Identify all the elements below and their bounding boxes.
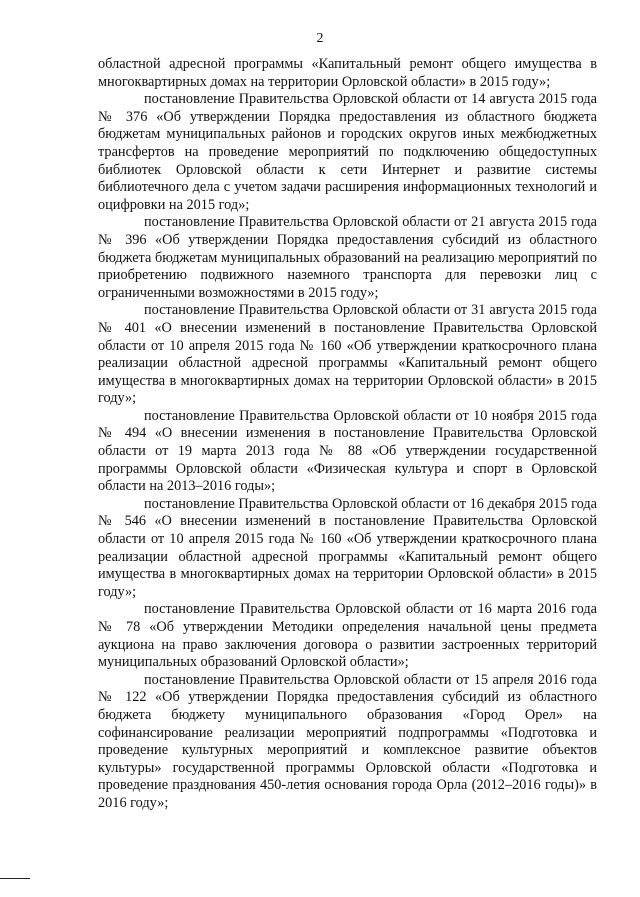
paragraph-resolution-78: постановление Правительства Орловской области от 16 марта 2016 года № 78 «Об утверждении Методики определения начальной цены предмета аукциона на право заключения договора о развитии застроенных территорий муниципальных образований Орловской области»; [98,601,597,671]
paragraph-resolution-401: постановление Правительства Орловской области от 31 августа 2015 года № 401 «О внесении изменений в постановление Правительства Орловской области от 10 апреля 2015 года № 160 «Об утверждении краткосрочного плана реализации областной адресной программы «Капитальный ремонт общего имущества в многоквартирных домах на территории Орловской области» в 2015 году»; [98,302,597,407]
paragraph-resolution-376: постановление Правительства Орловской области от 14 августа 2015 года № 376 «Об утверждении Порядка предоставления из областного бюджета бюджетам муниципальных районов и городских округов иных межбюджетных трансфертов на проведение мероприятий по подключению общедоступных библиотек Орловской области к сети Интернет и развитие системы библиотечного дела с учетом задачи расширения информационных технологий и оцифровки на 2015 год»; [98,91,597,213]
footer-rule [0,878,30,879]
paragraph-resolution-546: постановление Правительства Орловской области от 16 декабря 2015 года № 546 «О внесении изменений в постановление Правительства Орловской области от 10 апреля 2015 года № 160 «Об утверждении краткосрочного плана реализации областной адресной программы «Капитальный ремонт общего имущества в многоквартирных домах на территории Орловской области» в 2015 году»; [98,495,597,600]
document-body [98,56,597,813]
paragraph-continuation: областной адресной программы «Капитальный ремонт общего имущества в многоквартирных домах на территории Орловской области» в 2015 году»; [98,56,597,90]
paragraph-resolution-396: постановление Правительства Орловской области от 21 августа 2015 года № 396 «Об утверждении Порядка предоставления субсидий из областного бюджета бюджетам муниципальных образований на реализацию мероприятий по приобретению подвижного наземного транспорта для перевозки лиц с ограниченными возможностями в 2015 году»; [98,214,597,301]
page-number: 2 [316,31,324,46]
paragraph-resolution-122: постановление Правительства Орловской области от 15 апреля 2016 года № 122 «Об утверждении Порядка предоставления субсидий из областного бюджета бюджету муниципального образования «Город Орел» на софинансирование реализации мероприятий подпрограммы «Подготовка и проведение культурных мероприятий и комплексное развитие объектов культуры» государственной программы Орловской области «Подготовка и проведение празднования 450-летия основания города Орла (2012–2016 годы)» в 2016 году»; [98,671,597,811]
paragraph-resolution-494: постановление Правительства Орловской области от 10 ноября 2015 года № 494 «О внесении изменения в постановление Правительства Орловской области от 19 марта 2013 года № 88 «Об утверждении государственной программы Орловской области «Физическая культура и спорт в Орловской области на 2013–2016 годы»; [98,407,597,495]
